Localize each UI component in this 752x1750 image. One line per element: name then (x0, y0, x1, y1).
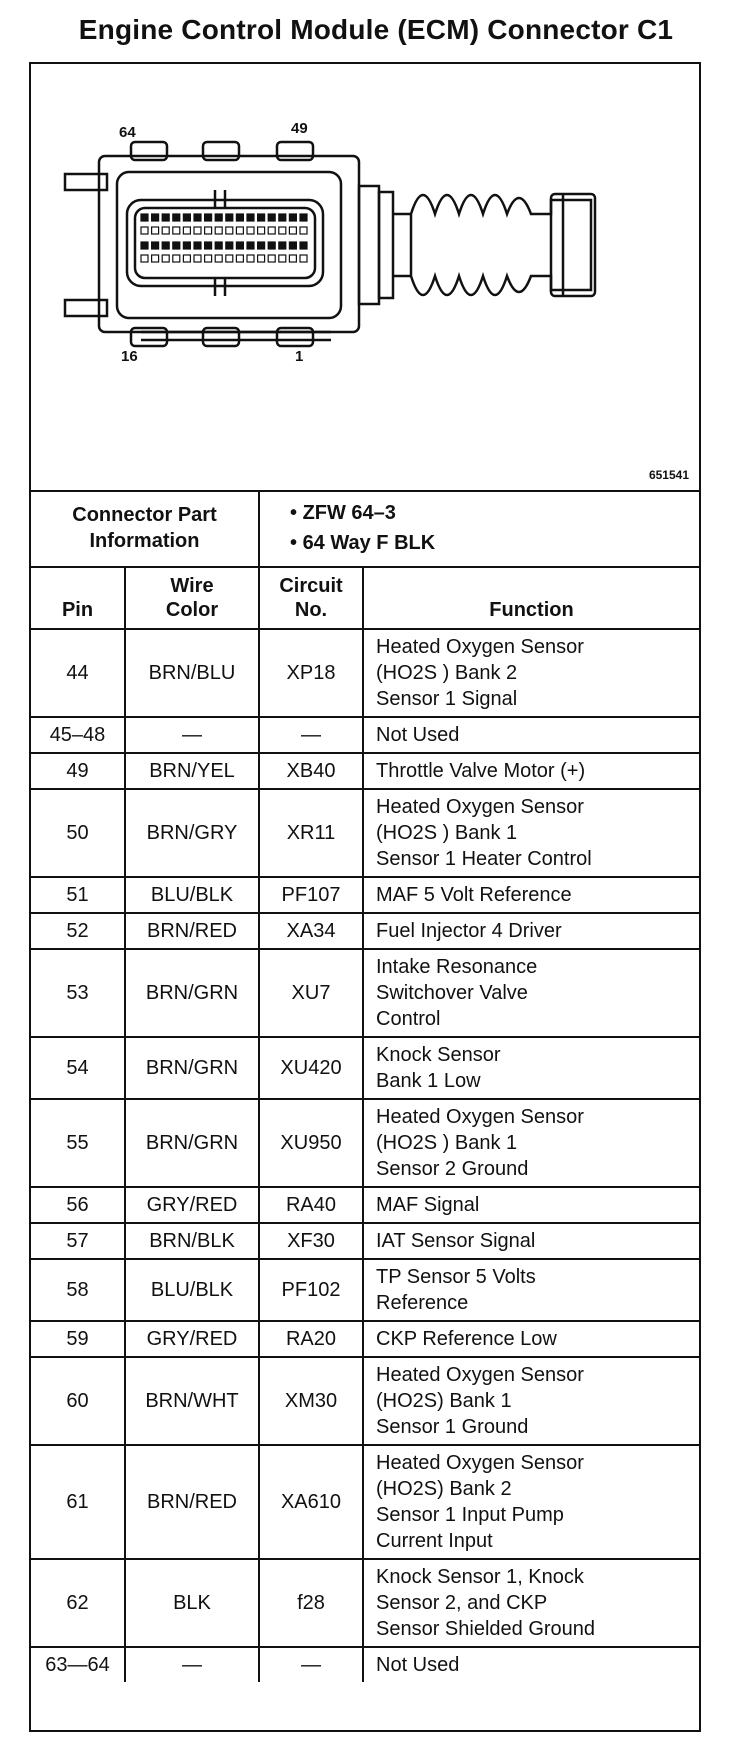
pin-cell: 54 (31, 1037, 125, 1099)
table-row (31, 629, 699, 717)
pin-cavity (300, 214, 307, 221)
function-cell (363, 1037, 699, 1099)
function-line: Heated Oxygen Sensor (376, 1106, 584, 1128)
wire-color-cell: BRN/RED (125, 913, 259, 949)
pin-cavity (258, 214, 265, 221)
pin-cavity (236, 255, 243, 262)
function-line: Knock Sensor 1, Knock (376, 1566, 584, 1588)
pin-cell: 45–48 (31, 717, 125, 753)
pin-cavity (162, 255, 169, 262)
pin-cell: 50 (31, 789, 125, 877)
table-row (31, 1099, 699, 1187)
pin-cavity (141, 214, 148, 221)
connector-sheet (29, 62, 701, 1732)
pin-cavity (205, 242, 212, 249)
table-row (31, 1445, 699, 1559)
pin-cavity (215, 214, 222, 221)
pin-cavity (279, 214, 286, 221)
pin-cavity (289, 227, 296, 234)
wire-color-cell: BRN/GRN (125, 1099, 259, 1187)
pin-cavity (173, 214, 180, 221)
table-row (31, 1321, 699, 1357)
pin-cavity (183, 214, 190, 221)
pin-cavity (205, 227, 212, 234)
pin-cavity (268, 214, 275, 221)
header-function: Function (363, 567, 699, 629)
function-cell (363, 1223, 699, 1259)
wire-color-cell: — (125, 717, 259, 753)
wire-color-cell: BRN/WHT (125, 1357, 259, 1445)
pin-cell: 53 (31, 949, 125, 1037)
function-cell (363, 1321, 699, 1357)
circuit-cell: RA40 (259, 1187, 363, 1223)
pin-cavity (141, 255, 148, 262)
function-cell (363, 1647, 699, 1682)
pin-cell: 59 (31, 1321, 125, 1357)
function-line: Intake Resonance (376, 956, 538, 978)
function-cell (363, 753, 699, 789)
pin-cavity (183, 255, 190, 262)
function-cell (363, 1259, 699, 1321)
pin-cell: 51 (31, 877, 125, 913)
function-line: TP Sensor 5 Volts (376, 1266, 536, 1288)
wire-color-cell: GRY/RED (125, 1321, 259, 1357)
table-row (31, 1259, 699, 1321)
pin-cavity (194, 242, 201, 249)
pin-cavity (152, 214, 159, 221)
pin-cavity (279, 227, 286, 234)
part-info-item: • ZFW 64–3 (290, 498, 699, 528)
function-line: (HO2S ) Bank 1 (376, 1132, 518, 1154)
pin-cavity (268, 227, 275, 234)
table-row (31, 1187, 699, 1223)
pin-cell: 63—64 (31, 1647, 125, 1682)
function-cell (363, 877, 699, 913)
function-cell (363, 949, 699, 1037)
wire-color-cell: BRN/RED (125, 1445, 259, 1559)
pin-cavity (247, 255, 254, 262)
function-cell (363, 1099, 699, 1187)
pin-label-16: 16 (121, 348, 138, 365)
header-wire-color: Wire Color (125, 567, 259, 629)
pin-cavity (141, 227, 148, 234)
pin-cavity (152, 242, 159, 249)
wire-color-cell: — (125, 1647, 259, 1682)
pin-cavity (173, 255, 180, 262)
function-cell (363, 629, 699, 717)
pin-cavity (236, 242, 243, 249)
pin-cell: 57 (31, 1223, 125, 1259)
table-row (31, 789, 699, 877)
function-cell (363, 717, 699, 753)
circuit-cell: PF107 (259, 877, 363, 913)
circuit-cell: XB40 (259, 753, 363, 789)
pin-cavity (141, 242, 148, 249)
pin-cell: 44 (31, 629, 125, 717)
pin-cavity (226, 242, 233, 249)
circuit-cell: XF30 (259, 1223, 363, 1259)
pin-label-64: 64 (119, 124, 136, 141)
figure-id: 651541 (648, 468, 689, 482)
function-line: Control (376, 1008, 441, 1030)
pin-cavity (247, 242, 254, 249)
pin-cell: 62 (31, 1559, 125, 1647)
pin-cell: 55 (31, 1099, 125, 1187)
function-line: Heated Oxygen Sensor (376, 636, 584, 658)
pin-cavity (258, 227, 265, 234)
function-cell (363, 913, 699, 949)
circuit-cell: XU420 (259, 1037, 363, 1099)
pin-cavity (289, 214, 296, 221)
pin-cavity (205, 255, 212, 262)
pin-cavity (194, 255, 201, 262)
function-line: Heated Oxygen Sensor (376, 1364, 584, 1386)
function-line: Sensor 2, and CKP (376, 1592, 548, 1614)
table-row (31, 1223, 699, 1259)
pin-cavity (300, 227, 307, 234)
header-circuit-no: Circuit No. (259, 567, 363, 629)
pin-cavity (226, 214, 233, 221)
circuit-cell: — (259, 717, 363, 753)
wire-color-cell: BRN/GRN (125, 1037, 259, 1099)
circuit-cell: XU7 (259, 949, 363, 1037)
table-row (31, 877, 699, 913)
pin-cavity (279, 255, 286, 262)
circuit-cell: XA610 (259, 1445, 363, 1559)
function-line: Sensor 1 Signal (376, 688, 518, 710)
part-info-label: Connector Part Information (31, 490, 259, 567)
pin-cavity (152, 255, 159, 262)
wire-color-cell: BRN/YEL (125, 753, 259, 789)
function-line: MAF 5 Volt Reference (376, 884, 572, 906)
table-row (31, 913, 699, 949)
pin-label-1: 1 (295, 348, 304, 365)
function-line: Throttle Valve Motor (+) (376, 760, 586, 782)
pin-cavity (236, 214, 243, 221)
function-line: Switchover Valve (376, 982, 528, 1004)
pin-cavity (258, 255, 265, 262)
wire-color-cell: BRN/BLU (125, 629, 259, 717)
pin-cavity (162, 214, 169, 221)
pin-cavity (215, 227, 222, 234)
pin-cavity (289, 242, 296, 249)
pin-cavity (289, 255, 296, 262)
function-cell (363, 1357, 699, 1445)
function-cell (363, 1187, 699, 1223)
function-line: Knock Sensor (376, 1044, 501, 1066)
function-cell (363, 1559, 699, 1647)
function-line: Heated Oxygen Sensor (376, 796, 584, 818)
function-line: Fuel Injector 4 Driver (376, 920, 562, 942)
pin-cavity (215, 255, 222, 262)
pin-cavity (173, 242, 180, 249)
table-row (31, 949, 699, 1037)
function-line: Reference (376, 1292, 469, 1314)
table-row (31, 1357, 699, 1445)
pin-cavity (258, 242, 265, 249)
circuit-cell: XR11 (259, 789, 363, 877)
pin-cavity (152, 227, 159, 234)
pin-cavity (279, 242, 286, 249)
pin-cavity (205, 214, 212, 221)
pin-cavity (268, 242, 275, 249)
pin-cavity (183, 227, 190, 234)
wire-color-cell: BRN/GRY (125, 789, 259, 877)
wire-color-cell: BLK (125, 1559, 259, 1647)
pin-cavity (236, 227, 243, 234)
pin-cell: 58 (31, 1259, 125, 1321)
table-row (31, 1037, 699, 1099)
pin-cavity (247, 227, 254, 234)
wire-color-cell: BLU/BLK (125, 877, 259, 913)
function-line: Bank 1 Low (376, 1070, 481, 1092)
pin-cavity (194, 227, 201, 234)
function-cell (363, 1445, 699, 1559)
circuit-cell: XU950 (259, 1099, 363, 1187)
pin-cavity (226, 255, 233, 262)
function-line: (HO2S) Bank 2 (376, 1478, 512, 1500)
function-line: Heated Oxygen Sensor (376, 1452, 584, 1474)
function-cell (363, 789, 699, 877)
circuit-cell: XA34 (259, 913, 363, 949)
function-line: Not Used (376, 1654, 460, 1676)
function-line: MAF Signal (376, 1194, 480, 1216)
pin-cavity (183, 242, 190, 249)
function-line: Sensor 1 Ground (376, 1416, 529, 1438)
header-pin: Pin (31, 567, 125, 629)
function-line: Not Used (376, 724, 460, 746)
circuit-cell: — (259, 1647, 363, 1682)
pinout-table (31, 490, 699, 1682)
page-title: Engine Control Module (ECM) Connector C1 (78, 14, 674, 45)
circuit-cell: RA20 (259, 1321, 363, 1357)
pin-cell: 60 (31, 1357, 125, 1445)
pin-cavity (247, 214, 254, 221)
pin-cavity (268, 255, 275, 262)
circuit-cell: PF102 (259, 1259, 363, 1321)
wire-color-cell: BLU/BLK (125, 1259, 259, 1321)
pin-cavity (300, 242, 307, 249)
pin-cavity (226, 227, 233, 234)
header-row (31, 567, 699, 629)
function-line: Sensor 1 Heater Control (376, 848, 592, 870)
pin-label-49: 49 (291, 120, 308, 137)
part-info-values (259, 490, 699, 567)
table-row (31, 753, 699, 789)
pin-cavity (300, 255, 307, 262)
function-line: (HO2S ) Bank 1 (376, 822, 518, 844)
wire-color-cell: BRN/GRN (125, 949, 259, 1037)
pin-cavity (162, 242, 169, 249)
circuit-cell: f28 (259, 1559, 363, 1647)
table-row (31, 717, 699, 753)
pin-cavity (173, 227, 180, 234)
pin-cavity (215, 242, 222, 249)
function-line: (HO2S ) Bank 2 (376, 662, 518, 684)
pin-cell: 52 (31, 913, 125, 949)
circuit-cell: XM30 (259, 1357, 363, 1445)
pin-cell: 56 (31, 1187, 125, 1223)
function-line: CKP Reference Low (376, 1328, 557, 1350)
connector-figure (31, 64, 699, 492)
circuit-cell: XP18 (259, 629, 363, 717)
function-line: Sensor 2 Ground (376, 1158, 529, 1180)
table-row (31, 1647, 699, 1682)
function-line: Sensor 1 Input Pump (376, 1504, 564, 1526)
wire-color-cell: BRN/BLK (125, 1223, 259, 1259)
part-info-row (31, 490, 699, 567)
pin-cavity (194, 214, 201, 221)
function-line: Sensor Shielded Ground (376, 1618, 596, 1640)
function-line: IAT Sensor Signal (376, 1230, 536, 1252)
pin-cell: 49 (31, 753, 125, 789)
wire-color-cell: GRY/RED (125, 1187, 259, 1223)
function-line: (HO2S) Bank 1 (376, 1390, 512, 1412)
part-info-item: • 64 Way F BLK (290, 528, 699, 558)
table-row (31, 1559, 699, 1647)
function-line: Current Input (376, 1530, 493, 1552)
pin-cell: 61 (31, 1445, 125, 1559)
pin-cavity (162, 227, 169, 234)
